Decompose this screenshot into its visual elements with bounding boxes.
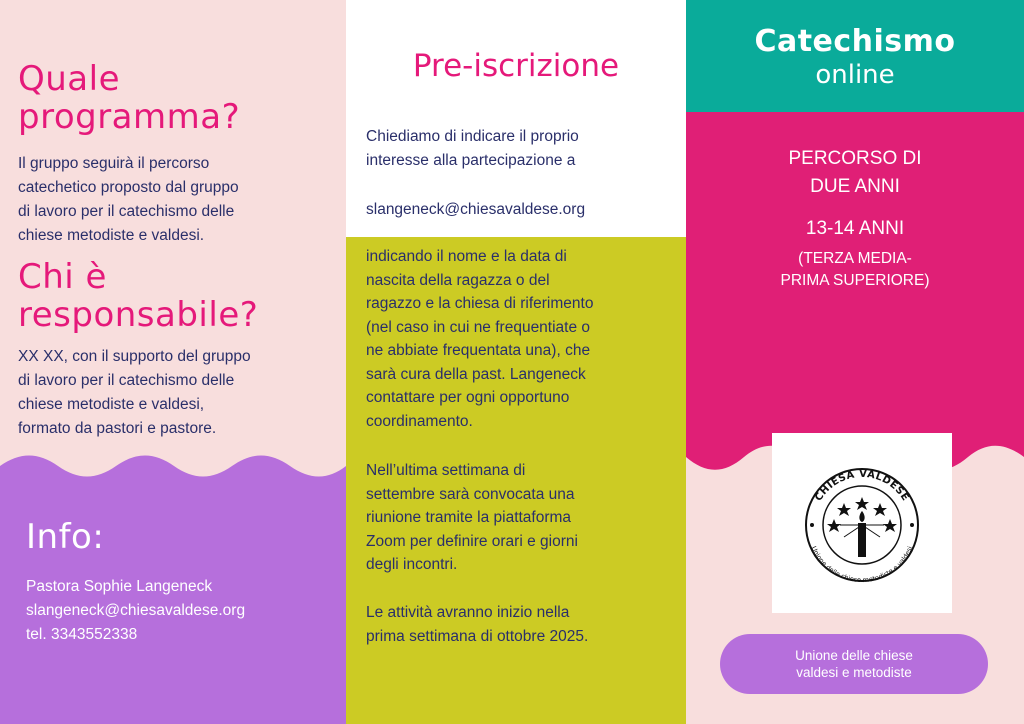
online-subtitle: online [815, 60, 895, 90]
info-heading: Info: [26, 517, 105, 557]
percorso-text: PERCORSO DI DUE ANNI [788, 148, 922, 197]
programma-paragraph: Il gruppo seguirà il percorso catechetico proposto dal gruppo di lavoro per il catechismo delle chiese metodiste e valdesi. [18, 155, 239, 244]
contact-name: Pastora Sophie Langeneck [26, 578, 213, 595]
riunione-paragraph: Nell’ultima settimana di settembre sarà convocata una riunione tramite la piattaforma Zoom per definire orari e giorni degli incontri. [366, 462, 578, 573]
iscrizione-details-paragraph: indicando il nome e la data di nascita della ragazza o del ragazzo e la chiesa di riferimento (nel caso in cui ne frequentiate o ne abbiate frequentata una), che sarà cura della past. Langeneck contattare per ogni opportuno coordinamento. [366, 248, 594, 430]
heading-chi-e-responsabile: Chi è responsabile? [18, 257, 259, 335]
info-contacts [26, 575, 245, 647]
candle-icon [840, 511, 884, 557]
svg-text:Unione delle chiese metodiste: Unione delle chiese metodiste e valdesi [809, 545, 915, 585]
contact-phone[interactable]: tel. 3343552338 [26, 626, 138, 643]
intro-paragraph: Chiediamo di indicare il proprio interesse alla partecipazione a [366, 128, 579, 169]
right-panel [686, 0, 1024, 724]
contact-email[interactable]: slangeneck@chiesavaldese.org [26, 602, 246, 619]
catechismo-title: Catechismo [754, 24, 956, 59]
left-panel [0, 0, 346, 724]
svg-text:CHIESA VALDESE: CHIESA VALDESE [813, 468, 911, 504]
age-range: 13-14 ANNI [805, 218, 905, 239]
heading-quale-programma: Quale programma? [18, 59, 241, 137]
middle-panel [346, 0, 686, 724]
pre-iscrizione-title: Pre-iscrizione [412, 48, 620, 84]
chiesa-valdese-seal-icon [772, 433, 952, 613]
pre-iscrizione-email[interactable]: slangeneck@chiesavaldese.org [366, 201, 586, 218]
attivita-paragraph: Le attività avranno inizio nella prima settimana di ottobre 2025. [366, 604, 589, 645]
responsabile-paragraph: XX XX, con il supporto del gruppo di lavoro per il catechismo delle chiese metodiste e valdesi, formato da pastori e pastore. [18, 348, 251, 437]
unione-chiese-badge[interactable]: Unione delle chiese valdesi e metodiste [720, 634, 988, 694]
school-years: (TERZA MEDIA- PRIMA SUPERIORE) [780, 250, 930, 289]
chiesa-valdese-logo [772, 433, 952, 613]
